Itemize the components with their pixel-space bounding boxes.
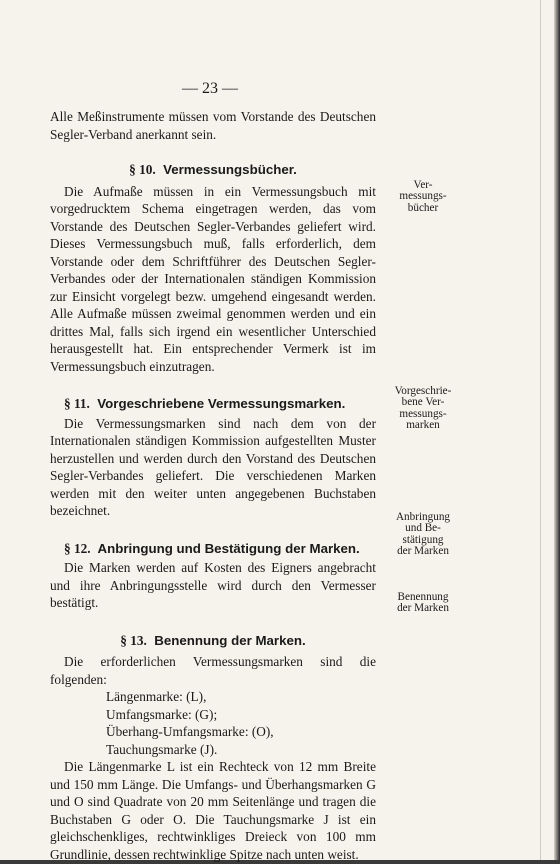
section-12-heading — [64, 540, 376, 558]
margin-note-vermessungsmarken — [380, 386, 466, 432]
section-12-title: Anbringung und Bestätigung der Marken. — [97, 540, 360, 556]
margin-note-vermessungsbuecher — [380, 180, 466, 214]
page-edge-right — [554, 0, 560, 864]
page-number: — 23 — — [182, 80, 238, 97]
list-item: Umfangsmarke: (G); — [106, 706, 218, 722]
margin-note-text: Vorgeschrie- bene Ver- messungs- marken — [394, 385, 452, 432]
list-item: Längenmarke: (L), — [106, 689, 207, 704]
section-10-heading — [50, 161, 376, 179]
section-11-heading — [64, 395, 376, 413]
margin-note-text: Benennung der Marken — [397, 591, 449, 615]
section-12-sign: § 12. — [64, 540, 91, 556]
section-12-text: Die Marken werden auf Kosten des Eigners angebracht und ihre Anbringungsstelle wird durch den Vermesser bestätigt. — [50, 560, 376, 610]
intro-paragraph: Alle Meßinstrumente müssen vom Vorstande des Deutschen Segler-Verband anerkannt sein. — [50, 109, 376, 142]
list-item: Überhang-Umfangsmarke: (O), — [106, 724, 274, 739]
margin-note-benennung — [380, 592, 466, 615]
section-13-text-after: Die Längenmarke L ist ein Rechteck von 12 mm Breite und 150 mm Länge. Die Umfangs- und Überhangsmarken G und O sind Quadrate von 20 mm Seitenlänge und tragen die Buchstaben G oder O. Die Tauchungsmarke J ist ein gleichschenkliges, rechtwinkliges Dreieck von 100 mm Grundlinie, dessen rechtwinklige Spitze nach unten weist. — [50, 759, 376, 862]
margin-note-text: Anbringung und Be- stätigung der Marken — [395, 511, 451, 558]
margin-note-anbringung — [380, 512, 466, 558]
list-item: Tauchungsmarke (J). — [106, 741, 218, 757]
margin-note-text: Ver- messungs- bücher — [399, 179, 447, 214]
section-13-title: Benennung der Marken. — [154, 632, 306, 648]
section-11-text: Die Vermessungsmarken sind nach dem von der Internationalen ständigen Kommission aufgestellten Muster herzustellen und werden durch den Vorstand des Deutschen Segler-Verbandes geliefert. Die verschiedenen Marken werden mit den weiter unten angegebenen Buchstaben bezeichnet. — [50, 415, 376, 518]
section-10-text: Die Aufmaße müssen in ein Vermessungsbuch mit vorgedrucktem Schema eingetragen werden, das vom Vorstande des Deutschen Segler-Verbandes geliefert wird. Dieses Vermessungsbuch muß, falls erforderlich, dem Vorstande oder dem Schriftführer des Deutschen Segler-Verbandes oder der Internationalen ständigen Kommission zur Einsicht vorgelegt bezw. umgehend eingesandt werden. Alle Aufmaße müssen zweimal genommen werden und ein drittes Mal, falls sich irgend ein wesentlicher Unterschied herausgestellt hat. Ein entsprechender Vermerk ist im Vermessungsbuch einzutragen. — [50, 183, 376, 374]
section-10-sign: § 10. — [129, 162, 156, 177]
section-13-sign: § 13. — [120, 632, 147, 648]
section-13-heading — [50, 632, 376, 650]
section-10-title: Vermessungsbücher. — [163, 162, 297, 177]
marker-list — [106, 688, 376, 758]
section-11-sign: § 11. — [64, 396, 90, 411]
page-body — [50, 108, 376, 863]
section-11-title: Vorgeschriebene Vermessungsmarken. — [97, 396, 346, 411]
section-13-text: Die erforderlichen Vermessungsmarken sind die folgenden: — [50, 654, 376, 687]
